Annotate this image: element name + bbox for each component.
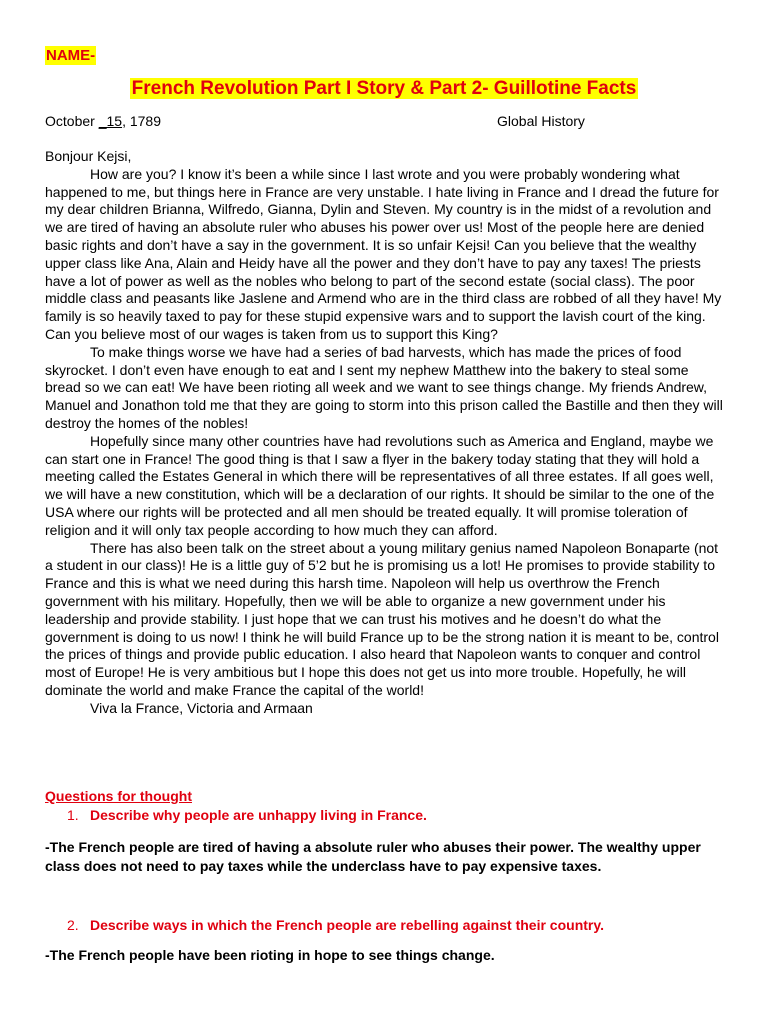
document-title (0, 77, 768, 101)
question-1-number: 1. (67, 807, 79, 823)
letter-date (45, 112, 161, 130)
question-1 (67, 806, 427, 824)
question-2-text: Describe ways in which the French people are rebelling against their country. (90, 917, 604, 933)
question-1-text: Describe why people are unhappy living in France. (90, 807, 427, 823)
letter-greeting: Bonjour Kejsi, (45, 148, 132, 164)
question-2-number: 2. (67, 917, 79, 933)
answer-2: -The French people have been rioting in hope to see things change. (45, 947, 495, 963)
date-suffix: , 1789 (122, 113, 161, 129)
question-2 (67, 916, 604, 934)
letter-paragraph-2: To make things worse we have had a series of bad harvests, which has made the prices of food skyrocket. I don’t even have enough to eat and I sent my nephew Matthew into the bakery to steal some bread so we can eat! We have been rioting all week and we want to see things change. My friends Andrew, Manuel and Jonathon told me that they are going to storm into this prison called the Bastille and then they will destroy the homes of the nobles! (45, 343, 723, 431)
class-name: Global History (497, 113, 585, 129)
name-label: NAME- (46, 47, 96, 64)
date-prefix: October (45, 113, 99, 129)
letter-paragraph-4: There has also been talk on the street about a young military genius named Napoleon Bonaparte (not a student in our class)! He is a little guy of 5’2 but he is promising us a lot! He promises to provide stability to France and this is what we need during this harsh time. Napoleon will help us overthrow the French government with his military. Hopefully, then we will be able to organize a new government under his leadership and provide stability. I just hope that we can trust his motives and he doesn’t do what the government is doing to us now! I think he will build France up to be the strong nation it is meant to be, control the prices of things and provide public education. I also heard that Napoleon wants to conquer and control most of Europe! He is very ambitious but I hope this does not get us into more trouble. Hopefully, he will dominate the world and make France the capital of the world! (45, 539, 719, 698)
document-title-text: French Revolution Part I Story & Part 2- Guillotine Facts (131, 78, 637, 99)
letter-paragraph-3: Hopefully since many other countries have had revolutions such as America and England, maybe we can start one in France! The good thing is that I saw a flyer in the bakery today stating that they will hold a meeting called the Estates General in which there will be representatives of all three estates. If all goes well, we will have a new constitution, which will be a declaration of our rights. It should be similar to the one of the USA where our rights will be protected and all men should be treated equally. It will promise toleration of religion and it will only tax people according to how much they can afford. (45, 432, 715, 538)
date-day: _15 (98, 113, 123, 129)
letter-paragraph-1: How are you? I know it’s been a while since I last wrote and you were probably wondering what happened to me, but things here in France are very unstable. I hate living in France and I dread the future for my dear children Brianna, Wilfredo, Gianna, Dylin and Steven. My country is in the midst of a revolution and we are tired of having an absolute ruler who abuses his power over us! Most of the people here are denied basic rights and don’t have a say in the government. It is so unfair Kejsi! Can you believe that the wealthy upper class like Ana, Alain and Heidy have all the power and they don’t have to pay any taxes! The priests have a lot of power as well as the nobles who belong to part of the second estate (social class). The poor middle class and peasants like Jaslene and Armend who are in the third class are robbed of all they have! My family is so heavily taxed to pay for these stupid expensive wars and to support the lavish court of the king. Can you believe most of our wages is taken from us to support this King? (45, 165, 722, 342)
questions-heading: Questions for thought (45, 788, 192, 804)
letter-body (45, 148, 725, 718)
answer-1: -The French people are tired of having a absolute ruler who abuses their power. The wealthy upper class does not need to pay taxes while the underclass have to pay expensive taxes. (45, 839, 701, 874)
letter-signoff: Viva la France, Victoria and Armaan (90, 699, 313, 716)
